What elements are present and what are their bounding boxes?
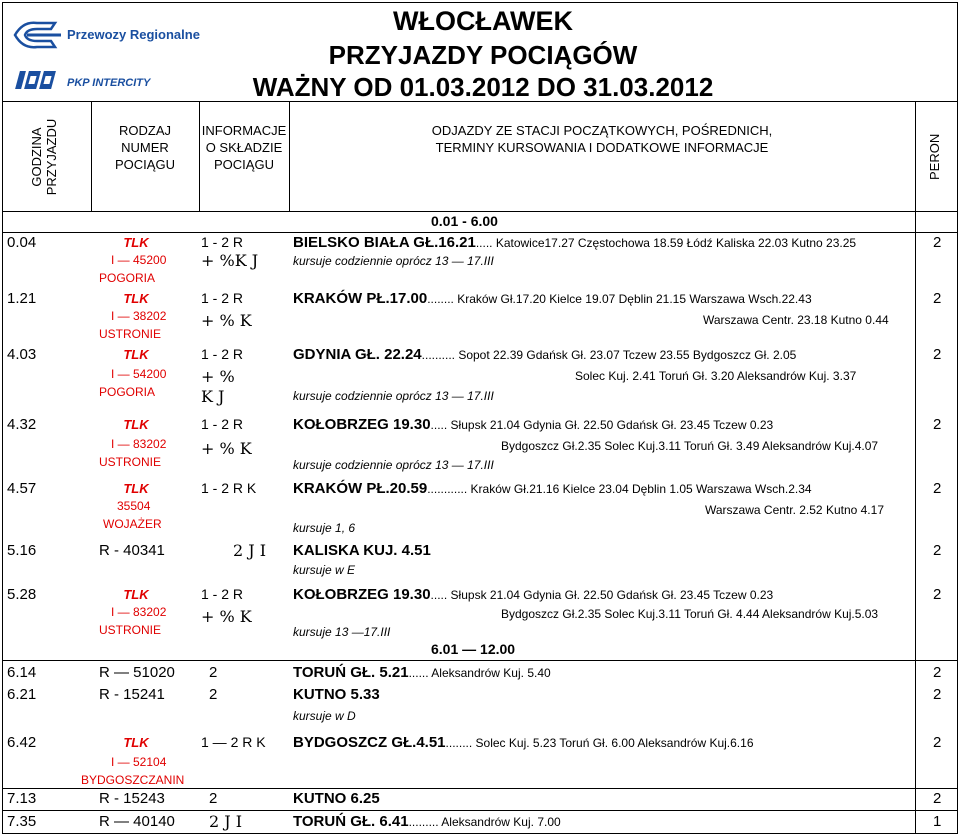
row-train-num: I — 83202 bbox=[111, 437, 167, 451]
row-time: 6.14 bbox=[7, 664, 37, 681]
row-train-name: POGORIA bbox=[99, 385, 156, 399]
col-train-header: RODZAJ NUMER POCIĄGU bbox=[115, 123, 175, 172]
svg-text:PKP INTERCITY: PKP INTERCITY bbox=[67, 77, 151, 89]
row-train-type: TLK bbox=[123, 235, 149, 250]
row-time: 1.21 bbox=[7, 290, 37, 307]
row-train-name: WOJAŻER bbox=[103, 517, 162, 531]
row-info: 1 - 2 R K bbox=[201, 480, 257, 496]
row-platform: 2 bbox=[933, 586, 942, 603]
row-time: 7.35 bbox=[7, 813, 37, 830]
row-note: kursuje codziennie oprócz 13 — 17.III bbox=[293, 458, 494, 472]
col-platform-header: PERON bbox=[927, 133, 942, 180]
row-via-cont: Warszawa Centr. 2.52 Kutno 4.17 bbox=[705, 503, 884, 517]
row-train-type: TLK bbox=[123, 291, 149, 306]
svg-text:Przewozy Regionalne: Przewozy Regionalne bbox=[67, 27, 200, 42]
row-info-symbols: + % K bbox=[201, 311, 252, 330]
page-subtitle: PRZYJAZDY POCIĄGÓW bbox=[328, 40, 638, 70]
row-time: 4.32 bbox=[7, 416, 37, 433]
row-destination: BYDGOSZCZ GŁ.4.51........ Solec Kuj. 5.23 Toruń Gł. 6.00 Aleksandrów Kuj.6.16 bbox=[293, 734, 754, 751]
row-destination: TORUŃ GŁ. 5.21...... Aleksandrów Kuj. 5.40 bbox=[293, 664, 551, 681]
row-destination: GDYNIA GŁ. 22.24.......... Sopot 22.39 Gdańsk Gł. 23.07 Tczew 23.55 Bydgoszcz Gł. 2.05 bbox=[293, 346, 797, 363]
header bbox=[2, 2, 958, 102]
row-train-type: TLK bbox=[123, 735, 149, 750]
row-destination: BIELSKO BIAŁA GŁ.16.21..... Katowice17.27 Częstochowa 18.59 Łódź Kaliska 22.03 Kutno 23.25 bbox=[293, 234, 857, 251]
row-destination: KOŁOBRZEG 19.30..... Słupsk 21.04 Gdynia Gł. 22.50 Gdańsk Gł. 23.45 Tczew 0.23 bbox=[293, 416, 774, 433]
row-platform: 2 bbox=[933, 346, 942, 363]
row-destination: TORUŃ GŁ. 6.41......... Aleksandrów Kuj. 7.00 bbox=[293, 813, 561, 830]
row-destination: KRAKÓW PŁ.17.00........ Kraków Gł.17.20 Kielce 19.07 Dęblin 21.15 Warszawa Wsch.22.43 bbox=[293, 290, 812, 307]
row-platform: 2 bbox=[933, 542, 942, 559]
row-train-num: R - 15243 bbox=[99, 790, 165, 807]
row-time: 5.16 bbox=[7, 542, 37, 559]
section-0-6: 0.01 - 6.00 bbox=[431, 213, 498, 229]
row-train-num: R - 40341 bbox=[99, 542, 165, 559]
row-info-symbols: + % K bbox=[201, 607, 252, 626]
row-train-num: I — 45200 bbox=[111, 253, 167, 267]
row-via-cont: Bydgoszcz Gł.2.35 Solec Kuj.3.11 Toruń Gł. 4.44 Aleksandrów Kuj.5.03 bbox=[501, 607, 879, 621]
row-train-num: I — 52104 bbox=[111, 755, 167, 769]
row-via-cont: Bydgoszcz Gł.2.35 Solec Kuj.3.11 Toruń Gł. 3.49 Aleksandrów Kuj.4.07 bbox=[501, 439, 879, 453]
row-info: 1 - 2 R bbox=[201, 290, 244, 306]
row-platform: 2 bbox=[933, 686, 942, 703]
row-platform: 2 bbox=[933, 790, 942, 807]
row-platform: 2 bbox=[933, 234, 942, 251]
validity-title: WAŻNY OD 01.03.2012 DO 31.03.2012 bbox=[252, 72, 714, 102]
column-headers bbox=[2, 102, 958, 212]
row-note: kursuje 13 —17.III bbox=[293, 625, 391, 639]
row-destination: KUTNO 6.25 bbox=[293, 790, 380, 807]
row-train-name: POGORIA bbox=[99, 271, 156, 285]
row-time: 4.57 bbox=[7, 480, 37, 497]
row-info: 1 - 2 R bbox=[201, 416, 244, 432]
col-time-header: GODZINA PRZYJAZDU bbox=[29, 118, 59, 196]
row-time: 5.28 bbox=[7, 586, 37, 603]
col-route-header: ODJAZDY ZE STACJI POCZĄTKOWYCH, POŚREDNICH, TERMINY KURSOWANIA I DODATKOWE INFORMACJE bbox=[431, 123, 773, 155]
section-6-12: 6.01 — 12.00 bbox=[431, 641, 516, 657]
row-train-num: R — 51020 bbox=[99, 664, 175, 681]
row-platform: 2 bbox=[933, 290, 942, 307]
row-time: 4.03 bbox=[7, 346, 37, 363]
row-note: kursuje w E bbox=[293, 563, 356, 577]
row-platform: 2 bbox=[933, 416, 942, 433]
row-platform: 1 bbox=[933, 813, 942, 830]
row-train-num: I — 83202 bbox=[111, 605, 167, 619]
row-info: 1 - 2 R bbox=[201, 586, 244, 602]
row-time: 7.13 bbox=[7, 790, 37, 807]
row-train-type: TLK bbox=[123, 481, 149, 496]
row-train-num: 35504 bbox=[117, 499, 151, 513]
row-train-num: R — 40140 bbox=[99, 813, 175, 830]
row-train-name: USTRONIE bbox=[99, 327, 162, 341]
row-info: 2 J I bbox=[209, 812, 243, 831]
row-info: 1 — 2 R K bbox=[201, 734, 266, 750]
row-via-cont: Warszawa Centr. 23.18 Kutno 0.44 bbox=[703, 313, 889, 327]
row-info-symbols: + %K J bbox=[201, 251, 259, 270]
row-destination: KOŁOBRZEG 19.30..... Słupsk 21.04 Gdynia Gł. 22.50 Gdańsk Gł. 23.45 Tczew 0.23 bbox=[293, 586, 774, 603]
row-info: 2 bbox=[209, 664, 218, 681]
row-info: 1 - 2 R bbox=[201, 346, 244, 362]
row-train-type: TLK bbox=[123, 587, 149, 602]
row-info: 2 bbox=[209, 686, 218, 703]
row-destination: KRAKÓW PŁ.20.59............ Kraków Gł.21.16 Kielce 23.04 Dęblin 1.05 Warszawa Wsch.2.34 bbox=[293, 480, 812, 497]
row-train-name: USTRONIE bbox=[99, 623, 162, 637]
row-platform: 2 bbox=[933, 480, 942, 497]
row-train-num: I — 54200 bbox=[111, 367, 167, 381]
row-destination: KUTNO 5.33 bbox=[293, 686, 380, 703]
col-info-header: INFORMACJE O SKŁADZIE POCIĄGU bbox=[201, 123, 287, 172]
row-info-symbols-2: K J bbox=[201, 387, 225, 406]
row-note: kursuje codziennie oprócz 13 — 17.III bbox=[293, 254, 494, 268]
row-info-symbols: + % K bbox=[201, 439, 252, 458]
row-info: 2 J I bbox=[233, 541, 267, 560]
row-platform: 2 bbox=[933, 664, 942, 681]
row-time: 6.21 bbox=[7, 686, 37, 703]
pkp-intercity-logo bbox=[19, 67, 169, 93]
row-train-type: TLK bbox=[123, 347, 149, 362]
row-note: kursuje 1, 6 bbox=[293, 521, 356, 535]
row-via-cont: Solec Kuj. 2.41 Toruń Gł. 3.20 Aleksandrów Kuj. 3.37 bbox=[575, 369, 857, 383]
row-info: 1 - 2 R bbox=[201, 234, 244, 250]
row-train-name: USTRONIE bbox=[99, 455, 162, 469]
row-platform: 2 bbox=[933, 734, 942, 751]
row-destination: KALISKA KUJ. 4.51 bbox=[293, 542, 431, 559]
row-note: kursuje w D bbox=[293, 709, 356, 723]
row-train-name: BYDGOSZCZANIN bbox=[81, 773, 185, 787]
row-note: kursuje codziennie oprócz 13 — 17.III bbox=[293, 389, 494, 403]
row-train-type: TLK bbox=[123, 417, 149, 432]
row-info-symbols: + % bbox=[201, 367, 235, 386]
row-info: 2 bbox=[209, 790, 218, 807]
przewozy-regionalne-logo bbox=[11, 15, 200, 55]
city-title: WŁOCŁAWEK bbox=[393, 6, 573, 36]
row-time: 0.04 bbox=[7, 234, 37, 251]
timetable-body bbox=[2, 212, 958, 834]
row-time: 6.42 bbox=[7, 734, 37, 751]
row-train-num: I — 38202 bbox=[111, 309, 167, 323]
row-train-num: R - 15241 bbox=[99, 686, 165, 703]
